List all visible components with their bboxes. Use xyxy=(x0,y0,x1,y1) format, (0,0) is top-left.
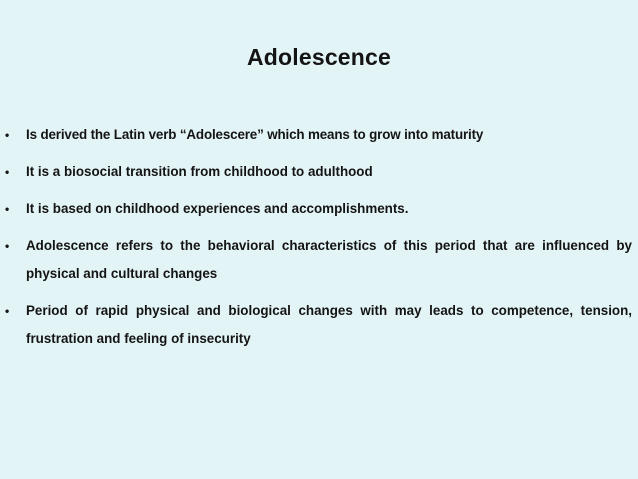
bullet-text: It is based on childhood experiences and accomplishments. xyxy=(26,201,409,216)
slide-title: Adolescence xyxy=(246,44,392,70)
bullet-text: It is a biosocial transition from childhood to adulthood xyxy=(26,164,373,179)
bullet-text: Is derived the Latin verb “Adolescere” which means to grow into maturity xyxy=(26,127,484,142)
bullet-list xyxy=(0,121,638,362)
bullet-dot-icon: • xyxy=(5,304,10,318)
bullet-dot-icon: • xyxy=(5,165,10,179)
bullet-text: Adolescence refers to the behavioral characteristics of this period that are influenced by physical and cultural changes xyxy=(26,238,632,281)
bullet-item xyxy=(0,232,638,288)
bullet-item xyxy=(0,195,638,223)
bullet-item xyxy=(0,297,638,353)
bullet-item xyxy=(0,121,638,149)
bullet-dot-icon: • xyxy=(5,239,10,253)
bullet-dot-icon: • xyxy=(5,128,10,142)
bullet-dot-icon: • xyxy=(5,202,10,216)
bullet-item xyxy=(0,158,638,186)
bullet-text: Period of rapid physical and biological changes with may leads to competence, tension, frustration and feeling of insecurity xyxy=(26,303,632,346)
